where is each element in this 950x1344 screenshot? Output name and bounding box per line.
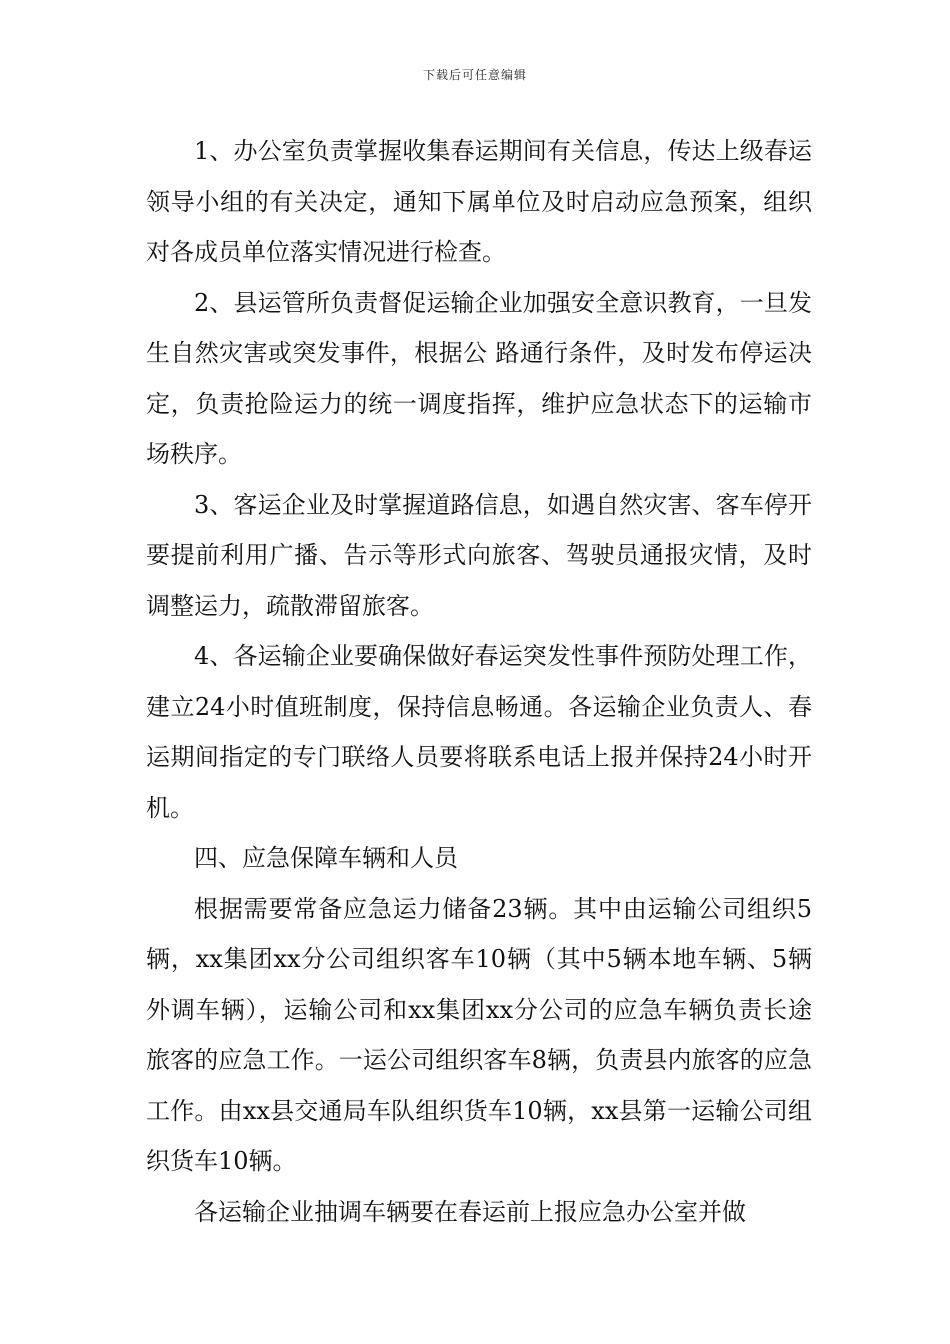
section-heading-emergency-vehicles: 四、应急保障车辆和人员 [194, 844, 458, 872]
paragraph-vehicle-reporting: 各运输企业抽调车辆要在春运前上报应急办公室并做 [194, 1197, 746, 1226]
document-body [146, 126, 812, 1237]
paragraph-office-duty: 1、办公室负责掌握收集春运期间有关信息，传达上级春运领导小组的有关决定，通知下属单位及时启动应急预案，组织对各成员单位落实情况进行检查。 [146, 137, 812, 266]
paragraph-duty-system: 4、各运输企业要确保做好春运突发性事件预防处理工作，建立24小时值班制度，保持信息畅通。各运输企业负责人、春运期间指定的专门联络人员要将联系电话上报并保持24小时开机。 [146, 642, 812, 822]
paragraph-transport-management: 2、县运管所负责督促运输企业加强安全意识教育，一旦发生自然灾害或突发事件，根据公 路通行条件，及时发布停运决定，负责抢险运力的统一调度指挥，维护应急状态下的运输市场秩序。 [146, 288, 812, 468]
page-header: 下载后可任意编辑 [422, 68, 527, 82]
paragraph-vehicle-reserve: 根据需要常备应急运力储备23辆。其中由运输公司组织5辆，xx集团xx分公司组织客车10辆（其中5辆本地车辆、5辆外调车辆），运输公司和xx集团xx分公司的应急车辆负责长途旅客的应急工作。一运公司组织客车8辆，负责县内旅客的应急工作。由xx县交通局车队组织货车10辆，xx县第一运输公司组织货车10辆。 [146, 894, 812, 1175]
paragraph-passenger-enterprise: 3、客运企业及时掌握道路信息，如遇自然灾害、客车停开要提前利用广播、告示等形式向旅客、驾驶员通报灾情，及时调整运力，疏散滞留旅客。 [146, 490, 812, 620]
